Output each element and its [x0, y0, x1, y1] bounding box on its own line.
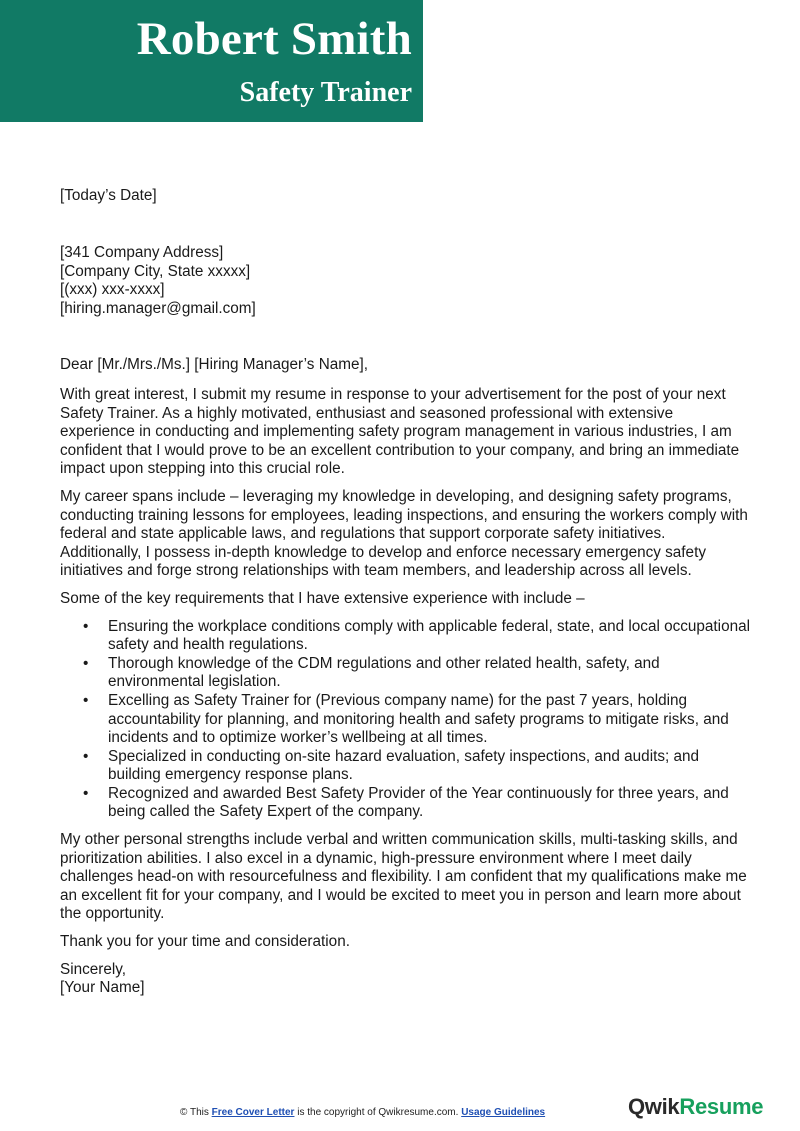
paragraph-career: My career spans include – leveraging my knowledge in developing, and designing safety programs, conducting training lessons for employees, leading inspections, and ensuring the workers comply with federal and state applicable laws, and regulations that support corporate safety initiatives. Additionally, I possess in-depth knowledge to develop and enforce necessary emergency safety initiatives and forge strong relationships with team members, and leadership across all levels.: [60, 487, 748, 580]
address-line-city: [Company City, State xxxxx]: [60, 262, 251, 280]
bullet-icon: •: [83, 691, 89, 709]
bullet-icon: •: [83, 747, 89, 765]
paragraph-requirements-intro: Some of the key requirements that I have extensive experience with include –: [60, 589, 585, 607]
logo-part-resume: Resume: [679, 1094, 764, 1119]
list-item: [83, 654, 750, 692]
address-line-email: [hiring.manager@gmail.com]: [60, 299, 256, 317]
address-line-phone: [(xxx) xxx-xxxx]: [60, 281, 165, 299]
applicant-job-title: Safety Trainer: [239, 77, 412, 108]
list-item-text: Thorough knowledge of the CDM regulations and other related health, safety, and environmental legislation.: [108, 654, 660, 691]
logo-part-qwik: Qwik: [628, 1094, 680, 1119]
bullet-icon: •: [83, 784, 89, 802]
paragraph-thanks: Thank you for your time and consideration.: [60, 933, 350, 951]
bullet-icon: •: [83, 617, 89, 635]
recipient-address: [60, 244, 750, 318]
list-item-text: Specialized in conducting on-site hazard evaluation, safety inspections, and audits; and building emergency response plans.: [108, 747, 700, 784]
requirements-list: [60, 618, 750, 823]
paragraph-strengths: My other personal strengths include verbal and written communication skills, multi-tasking skills, and prioritization abilities. I also excel in a dynamic, high-pressure environment where I meet daily challenges head-on with resourcefulness and flexibility. I am confident that my qualifications make me an excellent fit for your company, and I would be excited to meet you in person and learn more about the opportunity.: [60, 831, 747, 923]
copyright-middle: is the copyright of Qwikresume.com.: [297, 1107, 459, 1118]
list-item: [83, 784, 750, 822]
copyright-notice: [180, 1106, 545, 1120]
usage-guidelines-link[interactable]: Usage Guidelines: [461, 1107, 546, 1118]
copyright-prefix: © This: [180, 1107, 209, 1118]
closing: Sincerely,: [60, 960, 127, 978]
address-line-street: [341 Company Address]: [60, 244, 224, 261]
list-item: [83, 747, 750, 785]
header-banner: [0, 0, 423, 122]
paragraph-intro: With great interest, I submit my resume in response to your advertisement for the post of your next Safety Trainer. As a highly motivated, enthusiast and seasoned professional with extensive experience in conducting and implementing safety program management in various industries, I am confident that I would prove to be an excellent contribution to your company, and bring an immediate impact upon stepping into this crucial role.: [60, 386, 740, 478]
signature: [Your Name]: [60, 979, 145, 997]
free-cover-letter-link[interactable]: Free Cover Letter: [211, 1107, 295, 1118]
list-item-text: Excelling as Safety Trainer for (Previous company name) for the past 7 years, holding accountability for planning, and monitoring health and safety programs to mitigate risks, and incidents and to optimize worker’s wellbeing at all times.: [108, 691, 729, 747]
letter-date: [Today’s Date]: [60, 187, 157, 204]
applicant-name: Robert Smith: [136, 13, 412, 65]
salutation: Dear [Mr./Mrs./Ms.] [Hiring Manager’s Name],: [60, 356, 368, 373]
letter-body: [60, 386, 750, 998]
list-item: [83, 691, 750, 748]
list-item-text: Ensuring the workplace conditions comply with applicable federal, state, and local occupational safety and health regulations.: [108, 617, 750, 654]
bullet-icon: •: [83, 654, 89, 672]
list-item-text: Recognized and awarded Best Safety Provider of the Year continuously for three years, and being called the Safety Expert of the company.: [108, 784, 729, 821]
qwikresume-logo[interactable]: [628, 1094, 763, 1120]
list-item: [83, 617, 750, 655]
